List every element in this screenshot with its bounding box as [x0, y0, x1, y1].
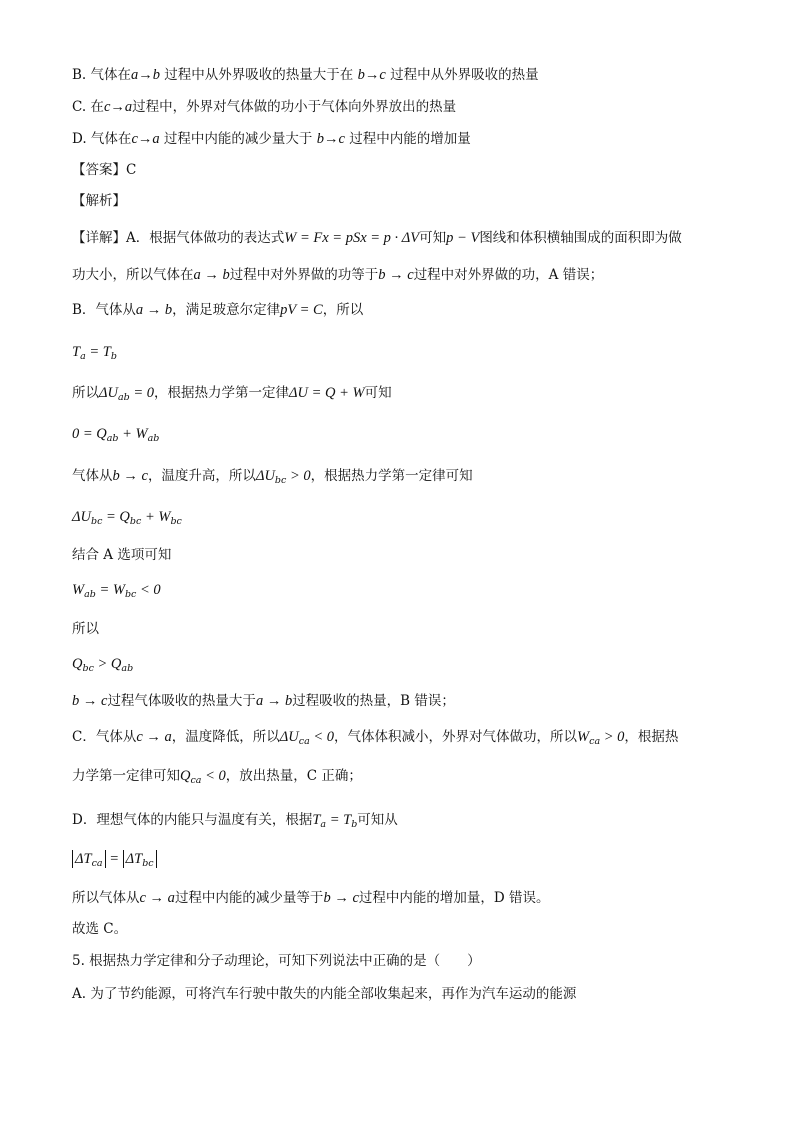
question-5-stem: 5. 根据热力学定律和分子动理论，可知下列说法中正确的是（ ）	[72, 953, 481, 969]
option-c: C. 在c→a过程中，外界对气体做的功小于气体向外界放出的热量	[72, 99, 457, 115]
equation-ta-tb: $T_a = T_b$	[72, 344, 117, 362]
equation-qab-wab: $0 = Q_{ab} + W_{ab}$	[72, 426, 160, 444]
explanation-c-line1: C．气体从c → a，温度降低，所以$\Delta U_{ca} < 0$，气体体积减小，外界对气体做功，所以$W_{ca} > 0$，根据热	[72, 729, 679, 747]
explanation-b-line1: B．气体从a → b，满足玻意尔定律pV = C，所以	[72, 302, 364, 318]
answer-label: 【答案】C	[72, 162, 137, 178]
combine-a-text: 结合 A 选项可知	[72, 547, 172, 563]
option-b: B. 气体在a→b 过程中从外界吸收的热量大于在 b→c 过程中从外界吸收的热量	[72, 67, 539, 83]
equation-wab-wbc: $W_{ab} = W_{bc} < 0$	[72, 582, 161, 600]
explanation-b-line2: 所以$\Delta U_{ab} = 0$，根据热力学第一定律ΔU = Q + W可知	[72, 385, 392, 403]
choose-answer: 故选 C。	[72, 921, 128, 937]
question-5-option-a: A. 为了节约能源，可将汽车行驶中散失的内能全部收集起来，再作为汽车运动的能源	[72, 986, 577, 1002]
explanation-b-conclusion: b → c过程气体吸收的热量大于a → b过程吸收的热量，B 错误；	[72, 693, 455, 709]
therefore-text: 所以	[72, 621, 99, 637]
equation-ubc: $\Delta U_{bc} = Q_{bc} + W_{bc}$	[72, 509, 182, 527]
explanation-d-conclusion: 所以气体从c → a过程中内能的减少量等于b → c过程中内能的增加量，D 错误。	[72, 890, 550, 906]
explanation-d-line1: D．理想气体的内能只与温度有关，根据$T_a = T_b$可知从	[72, 812, 398, 830]
analysis-label: 【解析】	[72, 193, 126, 209]
option-d: D. 气体在c→a 过程中内能的减少量大于 b→c 过程中内能的增加量	[72, 131, 471, 147]
equation-abs-delta-t: $\Delta T_{ca} = \Delta T_{bc}$	[72, 850, 157, 868]
equation-qbc-qab: $Q_{bc} > Q_{ab}$	[72, 656, 134, 674]
explanation-c-line2: 力学第一定律可知$Q_{ca} < 0$，放出热量，C 正确；	[72, 768, 362, 786]
explanation-a-line2: 功大小，所以气体在a → b过程中对外界做的功等于b → c过程中对外界做的功，A 错误；	[72, 267, 604, 283]
explanation-a-line1: 【详解】A．根据气体做功的表达式W = Fx = pSx = p · ΔV可知p − V图线和体积横轴围成的面积即为做	[72, 230, 682, 246]
explanation-b-line3: 气体从b → c，温度升高，所以$\Delta U_{bc} > 0$，根据热力学第一定律可知	[72, 468, 473, 486]
